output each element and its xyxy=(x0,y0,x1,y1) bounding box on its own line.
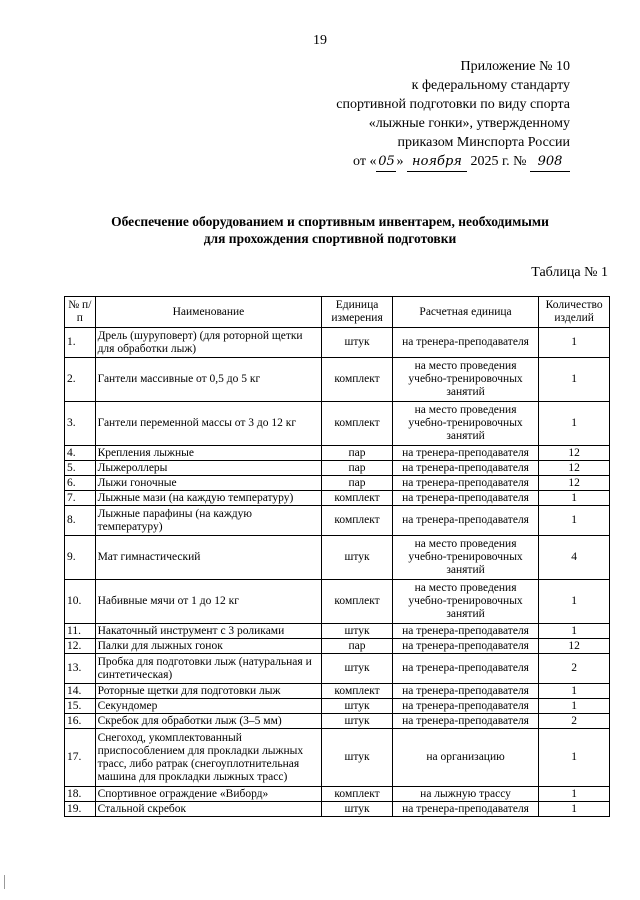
item-calc-unit: на тренера-преподавателя xyxy=(392,699,539,714)
item-unit: штук xyxy=(322,328,392,358)
table-row xyxy=(65,729,610,787)
item-unit: штук xyxy=(322,729,392,787)
item-calc-unit: на тренера-преподавателя xyxy=(392,639,539,654)
row-number: 12. xyxy=(65,639,96,654)
item-name: Набивные мячи от 1 до 12 кг xyxy=(95,580,322,624)
item-name: Дрель (шуруповерт) (для роторной щетки для обработки лыж) xyxy=(95,328,322,358)
item-unit: пар xyxy=(322,476,392,491)
row-number: 9. xyxy=(65,536,96,580)
item-calc-unit: на тренера-преподавателя xyxy=(392,491,539,506)
header-name: Наименование xyxy=(95,297,322,328)
appendix-line: спортивной подготовки по виду спорта xyxy=(336,97,570,112)
table-header-row xyxy=(65,297,610,328)
table-row xyxy=(65,639,610,654)
table-row xyxy=(65,699,610,714)
row-number: 14. xyxy=(65,684,96,699)
order-mid: » xyxy=(396,154,407,169)
item-name: Скребок для обработки лыж (3–5 мм) xyxy=(95,714,322,729)
margin-mark xyxy=(4,875,11,889)
appendix-line: к федеральному стандарту xyxy=(411,78,570,93)
appendix-line: приказом Минспорта России xyxy=(397,135,570,150)
row-number: 13. xyxy=(65,654,96,684)
row-number: 11. xyxy=(65,624,96,639)
item-quantity: 12 xyxy=(539,476,610,491)
item-name: Гантели переменной массы от 3 до 12 кг xyxy=(95,402,322,446)
item-unit: комплект xyxy=(322,580,392,624)
table-row xyxy=(65,536,610,580)
item-quantity: 1 xyxy=(539,802,610,817)
row-number: 7. xyxy=(65,491,96,506)
header-unit: Единица измерения xyxy=(322,297,392,328)
row-number: 10. xyxy=(65,580,96,624)
item-name: Стальной скребок xyxy=(95,802,322,817)
item-calc-unit: на место проведения учебно-тренировочных занятий xyxy=(392,358,539,402)
table-caption: Таблица № 1 xyxy=(531,265,608,280)
table-row xyxy=(65,402,610,446)
row-number: 6. xyxy=(65,476,96,491)
item-calc-unit: на тренера-преподавателя xyxy=(392,328,539,358)
item-quantity: 12 xyxy=(539,639,610,654)
header-num: № п/п xyxy=(65,297,96,328)
row-number: 4. xyxy=(65,446,96,461)
item-name: Палки для лыжных гонок xyxy=(95,639,322,654)
order-month: ноября xyxy=(407,152,467,172)
item-calc-unit: на тренера-преподавателя xyxy=(392,714,539,729)
item-quantity: 1 xyxy=(539,580,610,624)
item-calc-unit: на тренера-преподавателя xyxy=(392,654,539,684)
appendix-title: Приложение № 10 xyxy=(460,59,570,74)
heading-line-2: для прохождения спортивной подготовки xyxy=(203,231,457,246)
header-calc: Расчетная единица xyxy=(392,297,539,328)
item-quantity: 2 xyxy=(539,654,610,684)
item-unit: пар xyxy=(322,461,392,476)
item-name: Накаточный инструмент с 3 роликами xyxy=(95,624,322,639)
appendix-block xyxy=(336,57,570,172)
item-unit: комплект xyxy=(322,402,392,446)
item-quantity: 1 xyxy=(539,729,610,787)
item-name: Пробка для подготовки лыж (натуральная и синтетическая) xyxy=(95,654,322,684)
table-row xyxy=(65,328,610,358)
order-number: 908 xyxy=(530,152,570,172)
table-row xyxy=(65,358,610,402)
table-row xyxy=(65,654,610,684)
row-number: 2. xyxy=(65,358,96,402)
table-row xyxy=(65,476,610,491)
item-unit: пар xyxy=(322,639,392,654)
item-calc-unit: на лыжную трассу xyxy=(392,787,539,802)
item-name: Лыжи гоночные xyxy=(95,476,322,491)
document-heading xyxy=(40,213,620,247)
item-name: Секундомер xyxy=(95,699,322,714)
item-name: Снегоход, укомплектованный приспособлением для прокладки лыжных трасс, либо ратрак (снегоуплотнительная машина для прокладки лыжных трасс) xyxy=(95,729,322,787)
item-name: Лыжероллеры xyxy=(95,461,322,476)
item-calc-unit: на организацию xyxy=(392,729,539,787)
item-calc-unit: на тренера-преподавателя xyxy=(392,802,539,817)
item-quantity: 1 xyxy=(539,491,610,506)
item-unit: штук xyxy=(322,714,392,729)
heading-line-1: Обеспечение оборудованием и спортивным инвентарем, необходимыми xyxy=(111,214,549,229)
appendix-line: «лыжные гонки», утвержденному xyxy=(368,116,570,131)
item-name: Роторные щетки для подготовки лыж xyxy=(95,684,322,699)
order-day: 05 xyxy=(376,152,396,172)
row-number: 1. xyxy=(65,328,96,358)
table-row xyxy=(65,684,610,699)
item-name: Спортивное ограждение «Виборд» xyxy=(95,787,322,802)
table-row xyxy=(65,580,610,624)
item-quantity: 1 xyxy=(539,328,610,358)
row-number: 3. xyxy=(65,402,96,446)
item-quantity: 1 xyxy=(539,624,610,639)
table-row xyxy=(65,506,610,536)
item-calc-unit: на тренера-преподавателя xyxy=(392,446,539,461)
table-body xyxy=(65,328,610,817)
item-name: Мат гимнастический xyxy=(95,536,322,580)
item-unit: комплект xyxy=(322,506,392,536)
item-unit: комплект xyxy=(322,787,392,802)
row-number: 15. xyxy=(65,699,96,714)
item-quantity: 1 xyxy=(539,506,610,536)
header-qty: Количество изделий xyxy=(539,297,610,328)
item-calc-unit: на место проведения учебно-тренировочных занятий xyxy=(392,536,539,580)
order-year: 2025 г. № xyxy=(466,154,530,169)
table-row xyxy=(65,714,610,729)
item-unit: штук xyxy=(322,624,392,639)
row-number: 5. xyxy=(65,461,96,476)
table-row xyxy=(65,787,610,802)
table-row xyxy=(65,446,610,461)
order-prefix: от « xyxy=(353,154,377,169)
item-quantity: 1 xyxy=(539,358,610,402)
item-quantity: 1 xyxy=(539,787,610,802)
page-number: 19 xyxy=(313,33,327,48)
table-row xyxy=(65,491,610,506)
item-calc-unit: на тренера-преподавателя xyxy=(392,624,539,639)
item-calc-unit: на тренера-преподавателя xyxy=(392,684,539,699)
item-quantity: 12 xyxy=(539,461,610,476)
equipment-table xyxy=(64,296,610,817)
row-number: 17. xyxy=(65,729,96,787)
row-number: 16. xyxy=(65,714,96,729)
item-unit: комплект xyxy=(322,491,392,506)
row-number: 8. xyxy=(65,506,96,536)
item-unit: штук xyxy=(322,699,392,714)
item-quantity: 4 xyxy=(539,536,610,580)
item-unit: пар xyxy=(322,446,392,461)
item-name: Лыжные парафины (на каждую температуру) xyxy=(95,506,322,536)
table-row xyxy=(65,802,610,817)
row-number: 19. xyxy=(65,802,96,817)
item-unit: штук xyxy=(322,802,392,817)
item-name: Лыжные мази (на каждую температуру) xyxy=(95,491,322,506)
item-quantity: 2 xyxy=(539,714,610,729)
item-name: Крепления лыжные xyxy=(95,446,322,461)
item-quantity: 12 xyxy=(539,446,610,461)
item-unit: комплект xyxy=(322,358,392,402)
item-unit: штук xyxy=(322,654,392,684)
table-row xyxy=(65,461,610,476)
item-calc-unit: на место проведения учебно-тренировочных занятий xyxy=(392,402,539,446)
item-unit: штук xyxy=(322,536,392,580)
item-calc-unit: на тренера-преподавателя xyxy=(392,461,539,476)
item-calc-unit: на место проведения учебно-тренировочных занятий xyxy=(392,580,539,624)
item-unit: комплект xyxy=(322,684,392,699)
item-name: Гантели массивные от 0,5 до 5 кг xyxy=(95,358,322,402)
row-number: 18. xyxy=(65,787,96,802)
item-quantity: 1 xyxy=(539,699,610,714)
item-calc-unit: на тренера-преподавателя xyxy=(392,506,539,536)
table-row xyxy=(65,624,610,639)
item-quantity: 1 xyxy=(539,402,610,446)
item-quantity: 1 xyxy=(539,684,610,699)
order-date-line xyxy=(336,152,570,172)
item-calc-unit: на тренера-преподавателя xyxy=(392,476,539,491)
